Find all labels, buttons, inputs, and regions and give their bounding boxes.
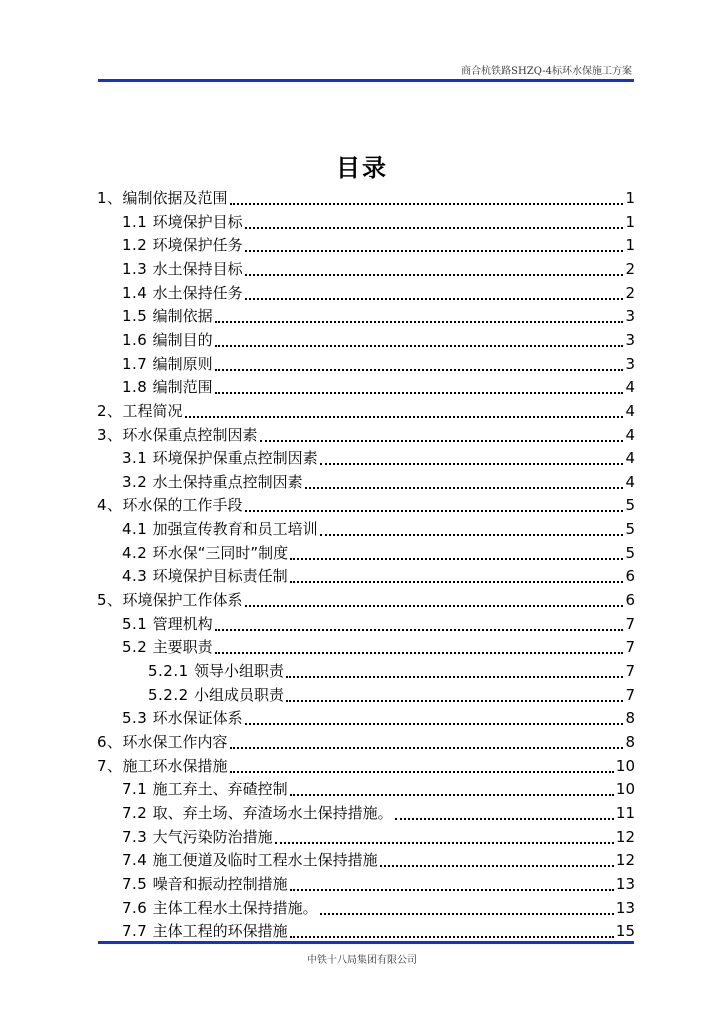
toc-entry[interactable] [122, 564, 635, 586]
running-header: 商合杭铁路SHZQ-4标环水保施工方案 [461, 66, 632, 77]
toc-leader-dots [275, 841, 614, 844]
toc-leader-dots [215, 368, 624, 371]
toc-entry[interactable] [97, 588, 635, 610]
toc-entry[interactable] [97, 399, 635, 421]
toc-entry[interactable] [122, 635, 635, 657]
toc-page-number: 6 [625, 591, 635, 609]
toc-leader-dots [215, 651, 624, 654]
toc-leader-dots [320, 912, 614, 915]
toc-page-number: 4 [625, 402, 635, 420]
toc-entry-number: 5.1 [122, 615, 153, 633]
toc-entry[interactable] [122, 281, 635, 303]
toc-page-number: 2 [625, 260, 635, 278]
toc-entry-title: 编制目的 [152, 331, 213, 349]
toc-leader-dots [215, 391, 624, 394]
toc-entry-number: 4.2 [122, 544, 153, 562]
toc-entry-title: 水土保持重点控制因素 [152, 473, 303, 491]
toc-entry-number: 7、 [97, 757, 123, 775]
toc-entry[interactable] [122, 919, 635, 941]
toc-page-number: 12 [615, 851, 635, 869]
toc-entry-title: 工程简况 [122, 402, 183, 420]
toc-entry-title: 加强宣传教育和员工培训 [152, 520, 318, 538]
toc-entry-number: 7.6 [122, 899, 153, 917]
toc-entry-title: 编制范围 [152, 378, 213, 396]
toc-page-number: 6 [625, 567, 635, 585]
toc-leader-dots [286, 699, 624, 702]
toc-entry[interactable] [122, 612, 635, 634]
toc-entry-number: 1.6 [122, 331, 153, 349]
toc-entry-number: 7.5 [122, 875, 153, 893]
toc-page-number: 5 [625, 544, 635, 562]
toc-entry-title: 环水保重点控制因素 [122, 426, 258, 444]
toc-entry-title: 大气污染防治措施 [152, 828, 273, 846]
toc-entry-title: 噪音和振动控制措施 [152, 875, 288, 893]
toc-entry[interactable] [122, 848, 635, 870]
page-title: 目录 [336, 154, 388, 182]
toc-leader-dots [245, 226, 624, 229]
toc-page-number: 5 [625, 496, 635, 514]
toc-entry-title: 施工弃土、弃碴控制 [152, 780, 288, 798]
toc-entry-number: 2、 [97, 402, 123, 420]
toc-leader-dots [290, 557, 623, 560]
toc-entry[interactable] [122, 210, 635, 232]
toc-leader-dots [185, 415, 624, 418]
toc-entry[interactable] [97, 493, 635, 515]
toc-leader-dots [230, 770, 614, 773]
toc-page-number: 8 [625, 733, 635, 751]
header-rule [98, 79, 634, 82]
toc-leader-dots [286, 675, 624, 678]
toc-page-number: 13 [615, 875, 635, 893]
toc-entry-number: 7.3 [122, 828, 153, 846]
toc-page-number: 13 [615, 899, 635, 917]
toc-leader-dots [260, 439, 624, 442]
toc-page-number: 10 [615, 757, 635, 775]
toc-entry[interactable] [122, 304, 635, 326]
toc-entry-number: 5.2.1 [148, 662, 194, 680]
toc-entry-title: 环境保护保重点控制因素 [152, 449, 318, 467]
toc-page-number: 12 [615, 828, 635, 846]
toc-page-number: 4 [625, 426, 635, 444]
toc-entry[interactable] [148, 683, 635, 705]
toc-entry-title: 环水保的工作手段 [122, 496, 243, 514]
toc-leader-dots [245, 509, 624, 512]
toc-leader-dots [245, 604, 624, 607]
toc-entry-number: 5、 [97, 591, 123, 609]
toc-page-number: 4 [625, 473, 635, 491]
toc-entry-title: 编制原则 [152, 355, 213, 373]
toc-entry-title: 主体工程的环保措施 [152, 922, 288, 940]
toc-entry-number: 1.7 [122, 355, 153, 373]
toc-leader-dots [290, 888, 614, 891]
toc-entry-number: 7.2 [122, 804, 153, 822]
toc-entry[interactable] [122, 328, 635, 350]
toc-leader-dots [290, 793, 614, 796]
toc-entry-title: 环水保“三同时”制度 [152, 544, 289, 562]
toc-page-number: 8 [625, 709, 635, 727]
toc-entry-title: 主体工程水土保持措施。 [152, 899, 318, 917]
toc-entry-number: 1.3 [122, 260, 153, 278]
toc-entry[interactable] [97, 730, 635, 752]
toc-entry[interactable] [122, 872, 635, 894]
toc-page-number: 10 [615, 780, 635, 798]
toc-page-number: 4 [625, 449, 635, 467]
toc-entry[interactable] [122, 825, 635, 847]
toc-entry-number: 1.1 [122, 213, 153, 231]
toc-leader-dots [215, 628, 624, 631]
toc-leader-dots [215, 320, 624, 323]
toc-leader-dots [230, 746, 624, 749]
toc-leader-dots [230, 202, 624, 205]
toc-entry[interactable] [122, 801, 635, 823]
toc-page-number: 3 [625, 355, 635, 373]
toc-entry-number: 5.2.2 [148, 686, 194, 704]
toc-entry-number: 1.2 [122, 236, 153, 254]
toc-leader-dots [290, 935, 614, 938]
toc-entry-number: 3.2 [122, 473, 153, 491]
toc-page-number: 15 [615, 922, 635, 940]
toc-leader-dots [320, 533, 624, 536]
toc-entry-number: 5.3 [122, 709, 153, 727]
toc-page-number: 3 [625, 331, 635, 349]
toc-entry-title: 小组成员职责 [193, 686, 284, 704]
toc-entry-title: 水土保持任务 [152, 284, 243, 302]
toc-entry-number: 4.1 [122, 520, 153, 538]
toc-entry-title: 水土保持目标 [152, 260, 243, 278]
toc-entry-title: 取、弃土场、弃渣场水土保持措施。 [152, 804, 393, 822]
toc-leader-dots [245, 722, 624, 725]
toc-entry-number: 7.4 [122, 851, 153, 869]
toc-entry-title: 施工便道及临时工程水土保持措施 [152, 851, 378, 869]
toc-page-number: 1 [625, 236, 635, 254]
toc-entry-title: 环境保护工作体系 [122, 591, 243, 609]
toc-page-number: 7 [625, 662, 635, 680]
toc-page-number: 7 [625, 615, 635, 633]
toc-entry[interactable] [122, 517, 635, 539]
toc-page-number: 11 [615, 804, 635, 822]
toc-entry-title: 环水保工作内容 [122, 733, 228, 751]
toc-page-number: 4 [625, 378, 635, 396]
toc-entry-number: 1.4 [122, 284, 153, 302]
toc-leader-dots [305, 486, 624, 489]
toc-entry-number: 4、 [97, 496, 123, 514]
toc-entry[interactable] [122, 541, 635, 563]
toc-entry-number: 1.5 [122, 307, 153, 325]
toc-entry[interactable] [148, 659, 635, 681]
toc-leader-dots [320, 462, 624, 465]
toc-entry-title: 管理机构 [152, 615, 213, 633]
toc-entry-title: 施工环水保措施 [122, 757, 228, 775]
toc-page-number: 7 [625, 686, 635, 704]
toc-page-number: 5 [625, 520, 635, 538]
toc-page-number: 3 [625, 307, 635, 325]
footer-rule [98, 941, 634, 944]
toc-entry[interactable] [122, 470, 635, 492]
toc-entry-title: 编制依据及范围 [122, 189, 228, 207]
toc-page-number: 1 [625, 189, 635, 207]
toc-entry[interactable] [122, 446, 635, 468]
toc-entry-title: 编制依据 [152, 307, 213, 325]
toc-entry-number: 4.3 [122, 567, 153, 585]
toc-entry-number: 7.7 [122, 922, 153, 940]
toc-leader-dots [245, 273, 624, 276]
toc-leader-dots [245, 249, 624, 252]
toc-entry-title: 环水保证体系 [152, 709, 243, 727]
toc-leader-dots [290, 580, 624, 583]
toc-entry-number: 3、 [97, 426, 123, 444]
toc-entry-number: 1.8 [122, 378, 153, 396]
toc-entry-title: 领导小组职责 [193, 662, 284, 680]
toc-entry-title: 环境保护任务 [152, 236, 243, 254]
toc-entry[interactable] [122, 777, 635, 799]
toc-entry[interactable] [97, 186, 635, 208]
toc-entry-title: 主要职责 [152, 638, 213, 656]
toc-entry[interactable] [122, 352, 635, 374]
toc-page-number: 2 [625, 284, 635, 302]
toc-page-number: 1 [625, 213, 635, 231]
toc-entry-title: 环境保护目标 [152, 213, 243, 231]
toc-entry[interactable] [97, 423, 635, 445]
toc-leader-dots [215, 344, 624, 347]
toc-entry[interactable] [122, 233, 635, 255]
toc-leader-dots [395, 817, 614, 820]
toc-entry[interactable] [122, 896, 635, 918]
toc-entry-number: 3.1 [122, 449, 153, 467]
toc-entry[interactable] [122, 375, 635, 397]
toc-entry-number: 1、 [97, 189, 123, 207]
toc-entry[interactable] [97, 754, 635, 776]
toc-entry[interactable] [122, 706, 635, 728]
toc-leader-dots [380, 864, 614, 867]
toc-entry-number: 6、 [97, 733, 123, 751]
toc-entry-number: 7.1 [122, 780, 153, 798]
toc-entry-title: 环境保护目标责任制 [152, 567, 288, 585]
toc-entry-number: 5.2 [122, 638, 153, 656]
running-footer: 中铁十八局集团有限公司 [307, 955, 417, 966]
toc-page-number: 7 [625, 638, 635, 656]
toc-entry[interactable] [122, 257, 635, 279]
toc-leader-dots [245, 297, 624, 300]
